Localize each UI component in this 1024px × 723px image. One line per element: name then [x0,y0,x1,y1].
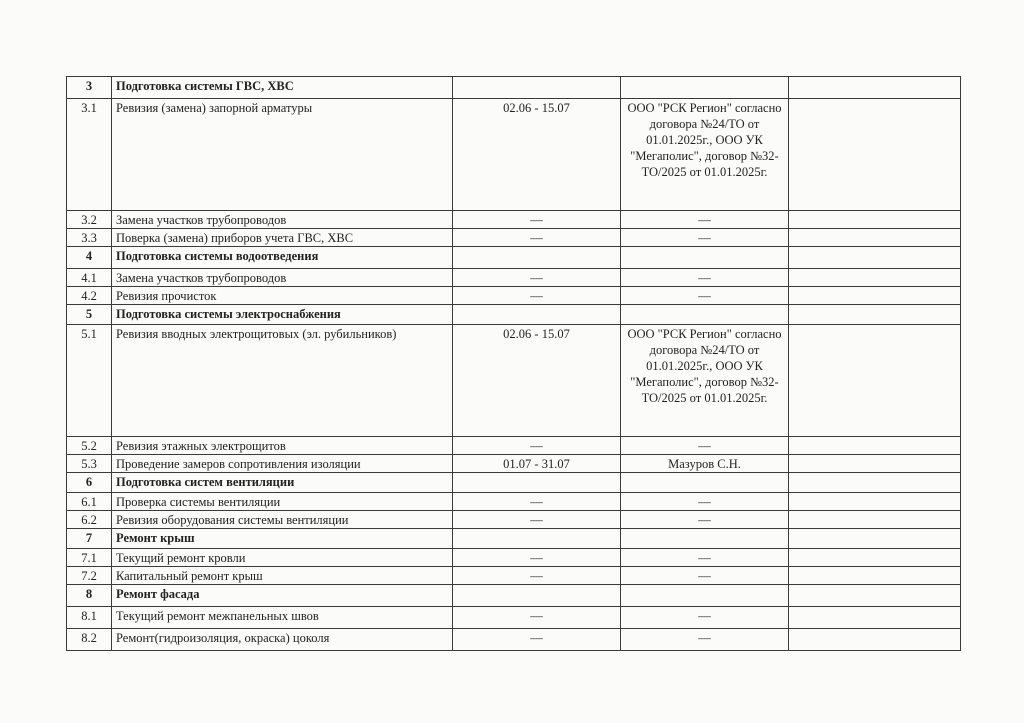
work-dates: — [453,229,621,247]
work-name: Подготовка системы электроснабжения [112,305,453,325]
work-name: Текущий ремонт кровли [112,549,453,567]
row-number: 7.2 [67,567,112,585]
responsible-party: — [621,269,789,287]
work-dates: — [453,607,621,629]
responsible-party: Мазуров С.Н. [621,455,789,473]
notes-cell [789,529,961,549]
work-dates: — [453,567,621,585]
notes-cell [789,549,961,567]
responsible-party: ООО "РСК Регион" согласно договора №24/ТО от 01.01.2025г., ООО УК "Мегаполис", договор №32-ТО/2025 от 01.01.2025г. [621,99,789,211]
responsible-party: — [621,629,789,651]
work-name: Проведение замеров сопротивления изоляции [112,455,453,473]
work-dates: 01.07 - 31.07 [453,455,621,473]
responsible-party [621,77,789,99]
work-name: Ремонт(гидроизоляция, окраска) цоколя [112,629,453,651]
work-plan-table [66,76,961,651]
work-name: Ревизия оборудования системы вентиляции [112,511,453,529]
work-name: Замена участков трубопроводов [112,269,453,287]
row-number: 5.2 [67,437,112,455]
work-name: Поверка (замена) приборов учета ГВС, ХВС [112,229,453,247]
section-row [67,77,961,99]
work-dates: — [453,549,621,567]
work-dates: — [453,211,621,229]
work-name: Ремонт фасада [112,585,453,607]
work-dates [453,585,621,607]
table-row [67,99,961,211]
notes-cell [789,607,961,629]
row-number: 6 [67,473,112,493]
work-name: Подготовка систем вентиляции [112,473,453,493]
notes-cell [789,511,961,529]
work-dates: 02.06 - 15.07 [453,325,621,437]
notes-cell [789,287,961,305]
row-number: 6.2 [67,511,112,529]
section-row [67,473,961,493]
table-row [67,269,961,287]
work-name: Подготовка системы ГВС, ХВС [112,77,453,99]
work-dates [453,305,621,325]
work-name: Подготовка системы водоотведения [112,247,453,269]
row-number: 6.1 [67,493,112,511]
table-row [67,455,961,473]
responsible-party: — [621,511,789,529]
notes-cell [789,629,961,651]
work-plan-body [67,77,961,651]
notes-cell [789,567,961,585]
row-number: 4.2 [67,287,112,305]
notes-cell [789,229,961,247]
work-dates [453,529,621,549]
work-dates [453,247,621,269]
table-row [67,493,961,511]
responsible-party [621,473,789,493]
notes-cell [789,211,961,229]
row-number: 7 [67,529,112,549]
notes-cell [789,585,961,607]
section-row [67,585,961,607]
row-number: 8.1 [67,607,112,629]
section-row [67,305,961,325]
row-number: 4 [67,247,112,269]
responsible-party: ООО "РСК Регион" согласно договора №24/ТО от 01.01.2025г., ООО УК "Мегаполис", договор №32-ТО/2025 от 01.01.2025г. [621,325,789,437]
notes-cell [789,325,961,437]
table-row [67,229,961,247]
work-name: Текущий ремонт межпанельных швов [112,607,453,629]
work-name: Ревизия вводных электрощитовых (эл. рубильников) [112,325,453,437]
section-row [67,529,961,549]
work-name: Ревизия этажных электрощитов [112,437,453,455]
notes-cell [789,493,961,511]
work-dates: — [453,287,621,305]
work-name: Ревизия прочисток [112,287,453,305]
responsible-party: — [621,607,789,629]
work-dates [453,77,621,99]
responsible-party [621,529,789,549]
row-number: 3 [67,77,112,99]
table-row [67,325,961,437]
work-dates: — [453,629,621,651]
row-number: 8.2 [67,629,112,651]
responsible-party [621,247,789,269]
row-number: 3.3 [67,229,112,247]
responsible-party: — [621,567,789,585]
work-dates: — [453,269,621,287]
work-name: Ревизия (замена) запорной арматуры [112,99,453,211]
work-name: Замена участков трубопроводов [112,211,453,229]
work-name: Проверка системы вентиляции [112,493,453,511]
table-row [67,287,961,305]
notes-cell [789,455,961,473]
work-dates: 02.06 - 15.07 [453,99,621,211]
row-number: 5 [67,305,112,325]
row-number: 3.2 [67,211,112,229]
work-name: Капитальный ремонт крыш [112,567,453,585]
notes-cell [789,269,961,287]
row-number: 5.3 [67,455,112,473]
table-row [67,549,961,567]
responsible-party: — [621,549,789,567]
responsible-party [621,305,789,325]
table-row [67,567,961,585]
notes-cell [789,437,961,455]
work-name: Ремонт крыш [112,529,453,549]
row-number: 8 [67,585,112,607]
table-row [67,437,961,455]
notes-cell [789,305,961,325]
table-row [67,511,961,529]
work-dates: — [453,511,621,529]
table-row [67,629,961,651]
table-row [67,607,961,629]
row-number: 7.1 [67,549,112,567]
responsible-party: — [621,493,789,511]
notes-cell [789,247,961,269]
responsible-party [621,585,789,607]
responsible-party: — [621,287,789,305]
work-dates [453,473,621,493]
responsible-party: — [621,437,789,455]
work-dates: — [453,437,621,455]
section-row [67,247,961,269]
notes-cell [789,473,961,493]
work-dates: — [453,493,621,511]
responsible-party: — [621,229,789,247]
row-number: 4.1 [67,269,112,287]
responsible-party: — [621,211,789,229]
table-row [67,211,961,229]
row-number: 3.1 [67,99,112,211]
notes-cell [789,77,961,99]
row-number: 5.1 [67,325,112,437]
notes-cell [789,99,961,211]
